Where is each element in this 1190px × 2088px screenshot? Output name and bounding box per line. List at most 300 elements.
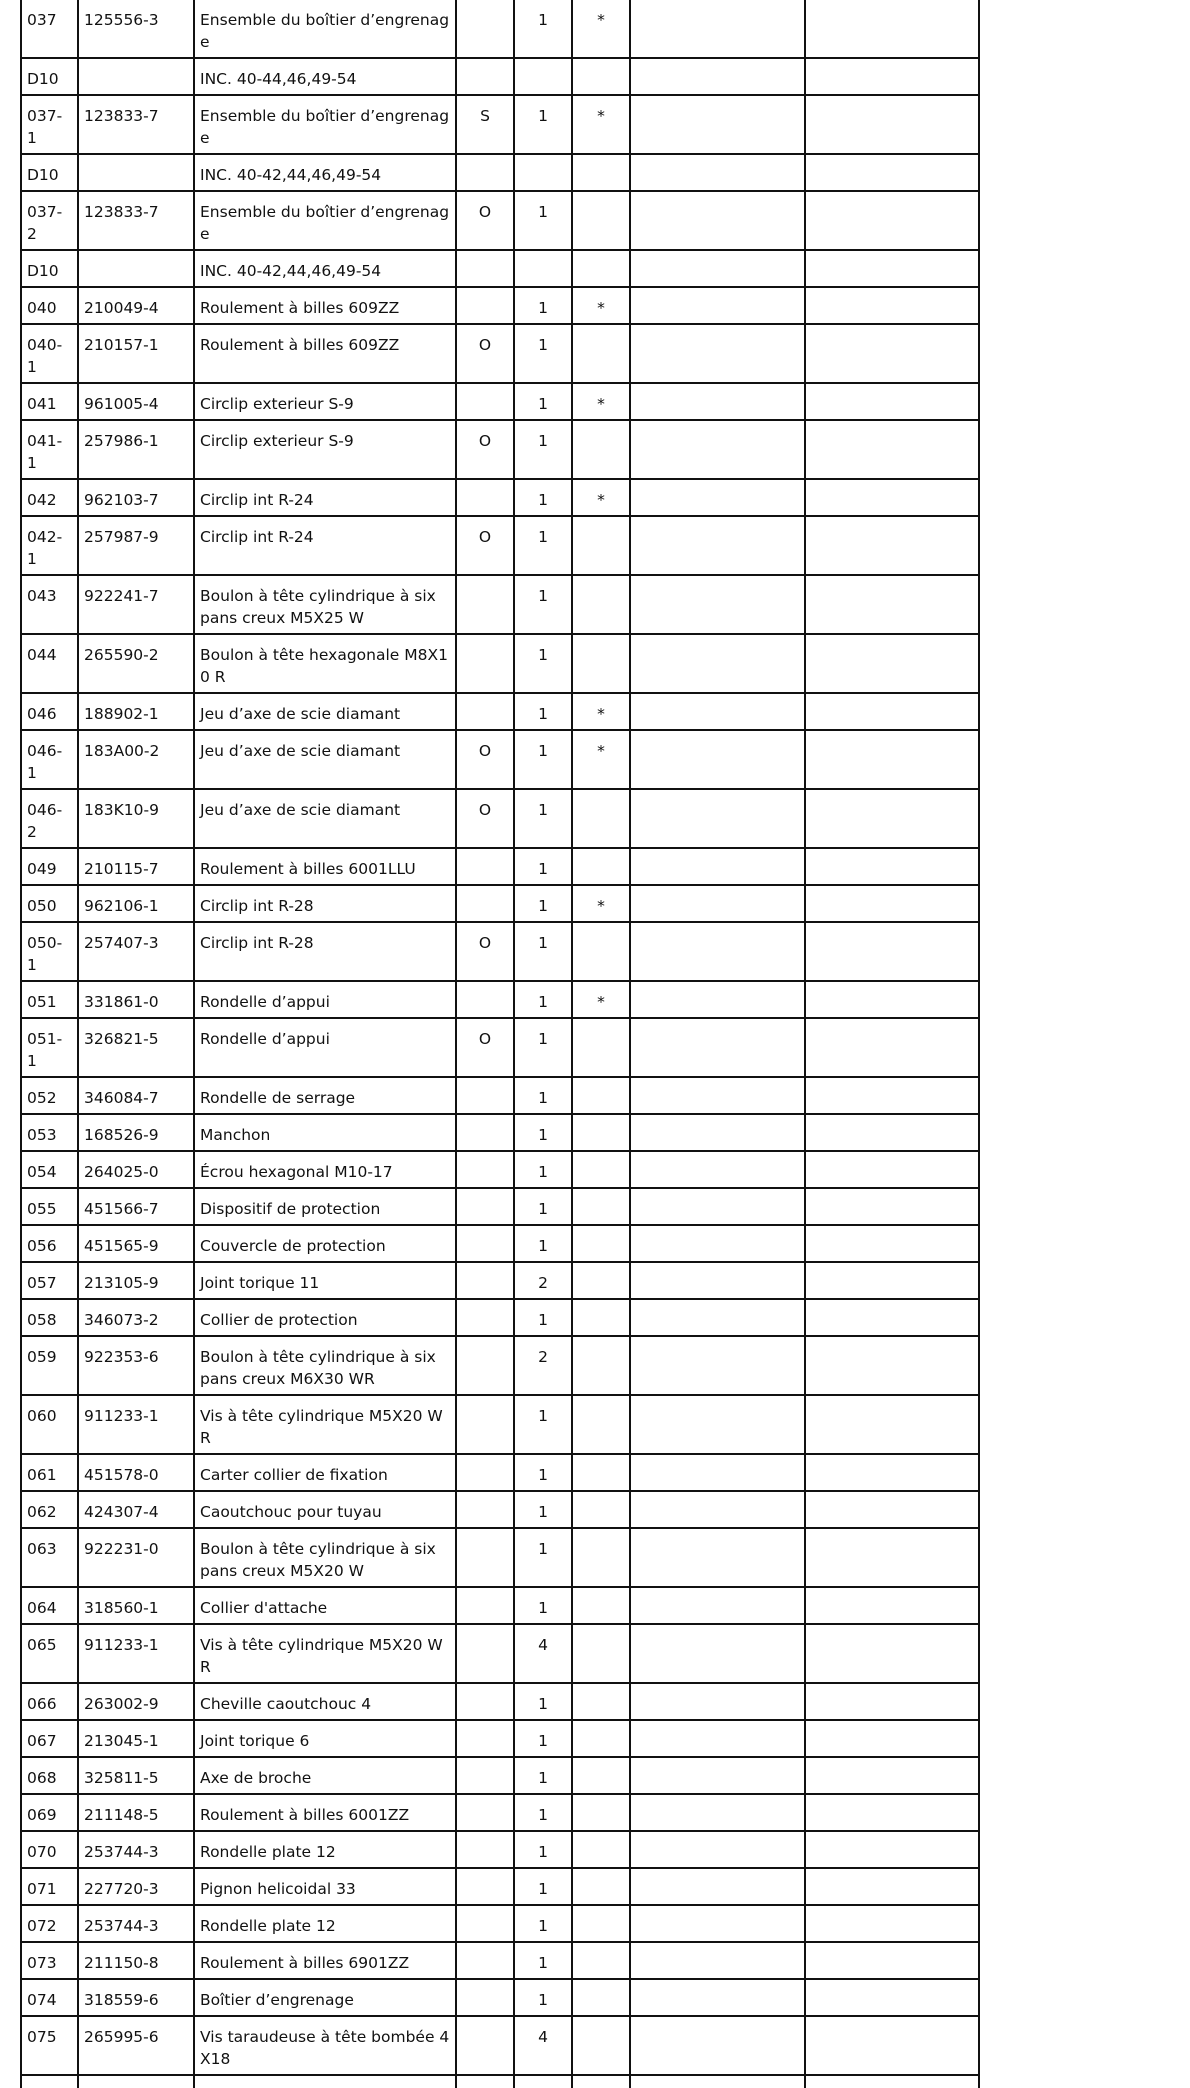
marker-cell bbox=[572, 1299, 630, 1336]
code-cell bbox=[456, 1188, 514, 1225]
marker-cell: * bbox=[572, 981, 630, 1018]
item-number-cell: 068 bbox=[21, 1757, 78, 1794]
marker-cell bbox=[572, 1757, 630, 1794]
blank-cell bbox=[630, 1905, 805, 1942]
table-row bbox=[21, 1720, 979, 1757]
blank-cell bbox=[630, 1395, 805, 1454]
blank-cell bbox=[630, 1942, 805, 1979]
blank-cell bbox=[805, 1905, 979, 1942]
quantity-cell: 1 bbox=[514, 479, 572, 516]
item-number-cell: 042-1 bbox=[21, 516, 78, 575]
code-cell bbox=[456, 250, 514, 287]
item-number-cell: 041 bbox=[21, 383, 78, 420]
description-cell: Rondelle d’appui bbox=[194, 981, 456, 1018]
code-cell bbox=[456, 1077, 514, 1114]
description-cell: Roulement à billes 6001LLU bbox=[194, 848, 456, 885]
description-cell: Caoutchouc pour tuyau bbox=[194, 1491, 456, 1528]
description-cell: Circlip exterieur S-9 bbox=[194, 383, 456, 420]
blank-cell bbox=[805, 1299, 979, 1336]
blank-cell bbox=[805, 2016, 979, 2075]
part-number-cell: 962106-1 bbox=[78, 885, 194, 922]
item-number-cell: 065 bbox=[21, 1624, 78, 1683]
description-cell: Boîtier d’engrenage bbox=[194, 1979, 456, 2016]
part-number-cell: 257986-1 bbox=[78, 420, 194, 479]
item-number-cell: 066 bbox=[21, 1683, 78, 1720]
code-cell bbox=[456, 2016, 514, 2075]
part-number-cell: 451565-9 bbox=[78, 1225, 194, 1262]
table-row bbox=[21, 1868, 979, 1905]
description-cell: Roulement à billes 6901ZZ bbox=[194, 1942, 456, 1979]
blank-cell bbox=[630, 95, 805, 154]
description-cell: Joint torique 6 bbox=[194, 1720, 456, 1757]
code-cell bbox=[456, 1905, 514, 1942]
quantity-cell: 1 bbox=[514, 922, 572, 981]
item-number-cell: 060 bbox=[21, 1395, 78, 1454]
code-cell bbox=[456, 58, 514, 95]
marker-cell bbox=[572, 1491, 630, 1528]
blank-cell bbox=[456, 2075, 514, 2088]
part-number-cell: 962103-7 bbox=[78, 479, 194, 516]
quantity-cell: 1 bbox=[514, 1942, 572, 1979]
description-cell: Boulon à tête cylindrique à six pans creux M5X20 W bbox=[194, 1528, 456, 1587]
description-cell: INC. 40-42,44,46,49-54 bbox=[194, 250, 456, 287]
code-cell bbox=[456, 1454, 514, 1491]
code-cell: O bbox=[456, 191, 514, 250]
blank-cell bbox=[805, 1757, 979, 1794]
part-number-cell bbox=[78, 58, 194, 95]
code-cell bbox=[456, 1151, 514, 1188]
description-cell: Carter collier de fixation bbox=[194, 1454, 456, 1491]
part-number-cell: 183A00-2 bbox=[78, 730, 194, 789]
blank-cell bbox=[805, 191, 979, 250]
description-cell: Boulon à tête cylindrique à six pans creux M5X25 W bbox=[194, 575, 456, 634]
item-number-cell: 074 bbox=[21, 1979, 78, 2016]
code-cell bbox=[456, 1528, 514, 1587]
table-row bbox=[21, 324, 979, 383]
part-number-cell: 265995-6 bbox=[78, 2016, 194, 2075]
item-number-cell: 040 bbox=[21, 287, 78, 324]
table-row bbox=[21, 1683, 979, 1720]
description-cell: Cheville caoutchouc 4 bbox=[194, 1683, 456, 1720]
code-cell bbox=[456, 1587, 514, 1624]
code-cell bbox=[456, 1720, 514, 1757]
part-number-cell: 326821-5 bbox=[78, 1018, 194, 1077]
part-number-cell: 318560-1 bbox=[78, 1587, 194, 1624]
quantity-cell: 1 bbox=[514, 95, 572, 154]
blank-cell bbox=[630, 1683, 805, 1720]
description-cell: Collier d'attache bbox=[194, 1587, 456, 1624]
quantity-cell: 1 bbox=[514, 1683, 572, 1720]
description-cell: Ensemble du boîtier d’engrenage bbox=[194, 191, 456, 250]
blank-cell bbox=[805, 1528, 979, 1587]
blank-cell bbox=[194, 2075, 456, 2088]
table-row bbox=[21, 1454, 979, 1491]
blank-cell bbox=[630, 1151, 805, 1188]
item-number-cell: 050-1 bbox=[21, 922, 78, 981]
item-number-cell: 057 bbox=[21, 1262, 78, 1299]
description-cell: Rondelle plate 12 bbox=[194, 1905, 456, 1942]
part-number-cell: 922353-6 bbox=[78, 1336, 194, 1395]
blank-cell bbox=[805, 479, 979, 516]
marker-cell bbox=[572, 154, 630, 191]
blank-cell bbox=[805, 250, 979, 287]
part-number-cell: 424307-4 bbox=[78, 1491, 194, 1528]
quantity-cell: 1 bbox=[514, 1868, 572, 1905]
blank-cell bbox=[805, 1683, 979, 1720]
marker-cell bbox=[572, 1336, 630, 1395]
marker-cell bbox=[572, 1262, 630, 1299]
description-cell: Circlip int R-24 bbox=[194, 479, 456, 516]
marker-cell bbox=[572, 420, 630, 479]
table-row bbox=[21, 1587, 979, 1624]
table-row bbox=[21, 191, 979, 250]
table-row bbox=[21, 1528, 979, 1587]
code-cell bbox=[456, 1831, 514, 1868]
code-cell bbox=[456, 1868, 514, 1905]
quantity-cell: 1 bbox=[514, 1395, 572, 1454]
description-cell: Circlip exterieur S-9 bbox=[194, 420, 456, 479]
quantity-cell: 1 bbox=[514, 1299, 572, 1336]
description-cell: Jeu d’axe de scie diamant bbox=[194, 693, 456, 730]
table-row bbox=[21, 287, 979, 324]
table-row bbox=[21, 383, 979, 420]
item-number-cell: 046-1 bbox=[21, 730, 78, 789]
item-number-cell: 040-1 bbox=[21, 324, 78, 383]
part-number-cell: 125556-3 bbox=[78, 0, 194, 58]
table-row bbox=[21, 516, 979, 575]
marker-cell: * bbox=[572, 479, 630, 516]
blank-cell bbox=[630, 324, 805, 383]
table-row bbox=[21, 1491, 979, 1528]
marker-cell bbox=[572, 1151, 630, 1188]
part-number-cell: 451566-7 bbox=[78, 1188, 194, 1225]
code-cell: O bbox=[456, 1018, 514, 1077]
description-cell: Axe de broche bbox=[194, 1757, 456, 1794]
item-number-cell: 067 bbox=[21, 1720, 78, 1757]
blank-cell bbox=[805, 95, 979, 154]
blank-cell bbox=[805, 1720, 979, 1757]
code-cell bbox=[456, 1491, 514, 1528]
part-number-cell: 183K10-9 bbox=[78, 789, 194, 848]
quantity-cell: 4 bbox=[514, 2016, 572, 2075]
blank-cell bbox=[630, 1528, 805, 1587]
description-cell: Joint torique 11 bbox=[194, 1262, 456, 1299]
quantity-cell: 1 bbox=[514, 981, 572, 1018]
quantity-cell bbox=[514, 154, 572, 191]
description-cell: Vis taraudeuse à tête bombée 4X18 bbox=[194, 2016, 456, 2075]
blank-cell bbox=[630, 885, 805, 922]
code-cell bbox=[456, 981, 514, 1018]
quantity-cell: 1 bbox=[514, 885, 572, 922]
quantity-cell: 2 bbox=[514, 1336, 572, 1395]
item-number-cell: 043 bbox=[21, 575, 78, 634]
blank-cell bbox=[630, 1299, 805, 1336]
blank-cell bbox=[630, 730, 805, 789]
code-cell: O bbox=[456, 922, 514, 981]
blank-cell bbox=[805, 1018, 979, 1077]
code-cell: O bbox=[456, 324, 514, 383]
blank-cell bbox=[805, 1114, 979, 1151]
table-row bbox=[21, 1395, 979, 1454]
blank-cell bbox=[805, 2075, 979, 2088]
quantity-cell: 1 bbox=[514, 634, 572, 693]
code-cell bbox=[456, 1336, 514, 1395]
marker-cell bbox=[572, 1587, 630, 1624]
table-row bbox=[21, 1151, 979, 1188]
description-cell: Ensemble du boîtier d’engrenage bbox=[194, 95, 456, 154]
item-number-cell: 055 bbox=[21, 1188, 78, 1225]
quantity-cell: 1 bbox=[514, 1114, 572, 1151]
part-number-cell: 264025-0 bbox=[78, 1151, 194, 1188]
quantity-cell: 1 bbox=[514, 1831, 572, 1868]
blank-cell bbox=[630, 1831, 805, 1868]
part-number-cell bbox=[78, 154, 194, 191]
table-row bbox=[21, 1299, 979, 1336]
marker-cell bbox=[572, 634, 630, 693]
description-cell: Roulement à billes 609ZZ bbox=[194, 287, 456, 324]
code-cell bbox=[456, 1942, 514, 1979]
quantity-cell: 1 bbox=[514, 287, 572, 324]
description-cell: Écrou hexagonal M10-17 bbox=[194, 1151, 456, 1188]
blank-cell bbox=[630, 922, 805, 981]
part-number-cell: 123833-7 bbox=[78, 191, 194, 250]
marker-cell bbox=[572, 1720, 630, 1757]
table-row bbox=[21, 730, 979, 789]
marker-cell bbox=[572, 1942, 630, 1979]
quantity-cell: 1 bbox=[514, 1720, 572, 1757]
blank-cell bbox=[805, 730, 979, 789]
item-number-cell: 061 bbox=[21, 1454, 78, 1491]
quantity-cell: 1 bbox=[514, 1905, 572, 1942]
quantity-cell: 1 bbox=[514, 848, 572, 885]
item-number-cell: 070 bbox=[21, 1831, 78, 1868]
marker-cell bbox=[572, 191, 630, 250]
description-cell: Boulon à tête hexagonale M8X10 R bbox=[194, 634, 456, 693]
table-row bbox=[21, 1831, 979, 1868]
marker-cell bbox=[572, 1683, 630, 1720]
blank-cell bbox=[630, 1868, 805, 1905]
table-row bbox=[21, 420, 979, 479]
blank-cell bbox=[805, 693, 979, 730]
blank-cell bbox=[630, 1491, 805, 1528]
table-row bbox=[21, 575, 979, 634]
blank-cell bbox=[805, 922, 979, 981]
blank-cell bbox=[630, 1018, 805, 1077]
marker-cell bbox=[572, 1077, 630, 1114]
blank-cell bbox=[805, 1942, 979, 1979]
part-number-cell: 911233-1 bbox=[78, 1624, 194, 1683]
part-number-cell: 211148-5 bbox=[78, 1794, 194, 1831]
table-row-continuation bbox=[21, 2075, 979, 2088]
table-row bbox=[21, 1942, 979, 1979]
marker-cell: * bbox=[572, 0, 630, 58]
marker-cell bbox=[572, 1018, 630, 1077]
part-number-cell: 210115-7 bbox=[78, 848, 194, 885]
part-number-cell: 213045-1 bbox=[78, 1720, 194, 1757]
item-number-cell: 037-2 bbox=[21, 191, 78, 250]
blank-cell bbox=[630, 981, 805, 1018]
blank-cell bbox=[805, 420, 979, 479]
description-cell: Manchon bbox=[194, 1114, 456, 1151]
item-number-cell: 044 bbox=[21, 634, 78, 693]
code-cell bbox=[456, 1114, 514, 1151]
code-cell bbox=[456, 0, 514, 58]
part-number-cell: 451578-0 bbox=[78, 1454, 194, 1491]
code-cell bbox=[456, 1225, 514, 1262]
quantity-cell: 1 bbox=[514, 1979, 572, 2016]
part-number-cell: 346084-7 bbox=[78, 1077, 194, 1114]
blank-cell bbox=[21, 2075, 78, 2088]
item-number-cell: 071 bbox=[21, 1868, 78, 1905]
blank-cell bbox=[630, 191, 805, 250]
quantity-cell: 1 bbox=[514, 516, 572, 575]
item-number-cell: 058 bbox=[21, 1299, 78, 1336]
part-number-cell: 213105-9 bbox=[78, 1262, 194, 1299]
quantity-cell: 1 bbox=[514, 1151, 572, 1188]
table-row bbox=[21, 1018, 979, 1077]
blank-cell bbox=[805, 58, 979, 95]
description-cell: Pignon helicoidal 33 bbox=[194, 1868, 456, 1905]
table-row bbox=[21, 1794, 979, 1831]
blank-cell bbox=[805, 0, 979, 58]
table-row bbox=[21, 95, 979, 154]
blank-cell bbox=[630, 0, 805, 58]
blank-cell bbox=[630, 1454, 805, 1491]
part-number-cell: 961005-4 bbox=[78, 383, 194, 420]
description-cell: Jeu d’axe de scie diamant bbox=[194, 789, 456, 848]
quantity-cell: 1 bbox=[514, 575, 572, 634]
item-number-cell: 041-1 bbox=[21, 420, 78, 479]
quantity-cell: 1 bbox=[514, 191, 572, 250]
marker-cell bbox=[572, 1528, 630, 1587]
marker-cell bbox=[572, 1188, 630, 1225]
blank-cell bbox=[630, 1188, 805, 1225]
blank-cell bbox=[630, 1757, 805, 1794]
marker-cell bbox=[572, 58, 630, 95]
part-number-cell: 188902-1 bbox=[78, 693, 194, 730]
quantity-cell: 1 bbox=[514, 1077, 572, 1114]
quantity-cell: 1 bbox=[514, 1794, 572, 1831]
code-cell bbox=[456, 154, 514, 191]
quantity-cell: 1 bbox=[514, 1225, 572, 1262]
blank-cell bbox=[572, 2075, 630, 2088]
blank-cell bbox=[630, 1624, 805, 1683]
description-cell: Ensemble du boîtier d’engrenage bbox=[194, 0, 456, 58]
item-number-cell: 056 bbox=[21, 1225, 78, 1262]
table-row bbox=[21, 1336, 979, 1395]
code-cell bbox=[456, 1624, 514, 1683]
quantity-cell bbox=[514, 250, 572, 287]
item-number-cell: 049 bbox=[21, 848, 78, 885]
blank-cell bbox=[805, 516, 979, 575]
code-cell bbox=[456, 1262, 514, 1299]
blank-cell bbox=[805, 885, 979, 922]
blank-cell bbox=[805, 1831, 979, 1868]
part-number-cell bbox=[78, 250, 194, 287]
blank-cell bbox=[78, 2075, 194, 2088]
blank-cell bbox=[630, 516, 805, 575]
table-row bbox=[21, 1077, 979, 1114]
code-cell bbox=[456, 885, 514, 922]
marker-cell bbox=[572, 789, 630, 848]
marker-cell bbox=[572, 848, 630, 885]
part-number-cell: 253744-3 bbox=[78, 1905, 194, 1942]
blank-cell bbox=[630, 479, 805, 516]
part-number-cell: 210049-4 bbox=[78, 287, 194, 324]
part-number-cell: 318559-6 bbox=[78, 1979, 194, 2016]
marker-cell bbox=[572, 1395, 630, 1454]
table-row bbox=[21, 1114, 979, 1151]
marker-cell bbox=[572, 1905, 630, 1942]
blank-cell bbox=[630, 2075, 805, 2088]
item-number-cell: 053 bbox=[21, 1114, 78, 1151]
description-cell: Circlip int R-28 bbox=[194, 885, 456, 922]
description-cell: INC. 40-42,44,46,49-54 bbox=[194, 154, 456, 191]
blank-cell bbox=[630, 1077, 805, 1114]
quantity-cell: 1 bbox=[514, 1454, 572, 1491]
code-cell bbox=[456, 383, 514, 420]
marker-cell bbox=[572, 575, 630, 634]
blank-cell bbox=[805, 1336, 979, 1395]
quantity-cell: 1 bbox=[514, 420, 572, 479]
part-number-cell: 263002-9 bbox=[78, 1683, 194, 1720]
table-row bbox=[21, 1757, 979, 1794]
quantity-cell: 1 bbox=[514, 1528, 572, 1587]
marker-cell bbox=[572, 2016, 630, 2075]
blank-cell bbox=[805, 1395, 979, 1454]
code-cell: O bbox=[456, 789, 514, 848]
blank-cell bbox=[630, 58, 805, 95]
parts-table-body bbox=[21, 0, 979, 2088]
table-row bbox=[21, 154, 979, 191]
table-row bbox=[21, 922, 979, 981]
marker-cell bbox=[572, 1794, 630, 1831]
table-row bbox=[21, 1905, 979, 1942]
quantity-cell: 1 bbox=[514, 383, 572, 420]
marker-cell: * bbox=[572, 95, 630, 154]
code-cell: O bbox=[456, 730, 514, 789]
item-number-cell: 052 bbox=[21, 1077, 78, 1114]
marker-cell bbox=[572, 1831, 630, 1868]
part-number-cell: 257407-3 bbox=[78, 922, 194, 981]
marker-cell: * bbox=[572, 730, 630, 789]
blank-cell bbox=[805, 324, 979, 383]
code-cell bbox=[456, 634, 514, 693]
blank-cell bbox=[805, 1979, 979, 2016]
marker-cell: * bbox=[572, 693, 630, 730]
table-row bbox=[21, 789, 979, 848]
description-cell: Roulement à billes 609ZZ bbox=[194, 324, 456, 383]
part-number-cell: 265590-2 bbox=[78, 634, 194, 693]
blank-cell bbox=[805, 154, 979, 191]
description-cell: Roulement à billes 6001ZZ bbox=[194, 1794, 456, 1831]
marker-cell bbox=[572, 1454, 630, 1491]
quantity-cell: 4 bbox=[514, 1624, 572, 1683]
blank-cell bbox=[630, 1114, 805, 1151]
quantity-cell bbox=[514, 58, 572, 95]
code-cell bbox=[456, 693, 514, 730]
blank-cell bbox=[805, 1624, 979, 1683]
part-number-cell: 346073-2 bbox=[78, 1299, 194, 1336]
blank-cell bbox=[630, 575, 805, 634]
table-row bbox=[21, 693, 979, 730]
code-cell bbox=[456, 1757, 514, 1794]
item-number-cell: 072 bbox=[21, 1905, 78, 1942]
item-number-cell: 042 bbox=[21, 479, 78, 516]
table-row bbox=[21, 1624, 979, 1683]
description-cell: Vis à tête cylindrique M5X20 WR bbox=[194, 1624, 456, 1683]
part-number-cell: 922241-7 bbox=[78, 575, 194, 634]
